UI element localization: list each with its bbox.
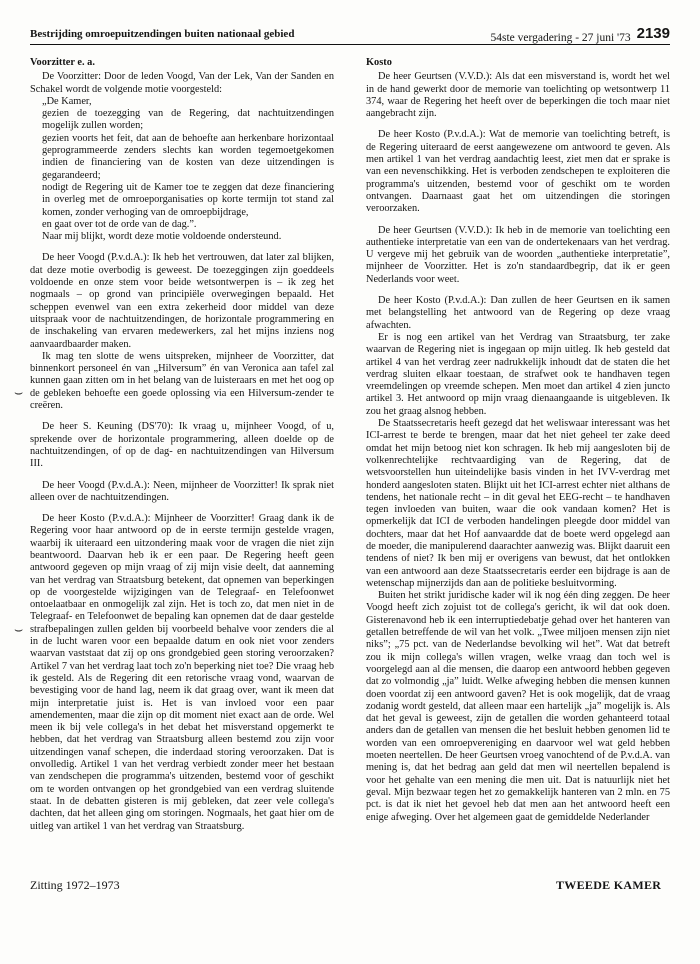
paragraph: De heer Kosto (P.v.d.A.): Dan zullen de heer Geurtsen en ik samen met belangstelling het antwoord van de Regering op deze vraag afwachten. xyxy=(366,295,670,331)
paragraph: De heer Geurtsen (V.V.D.): Ik heb in de memorie van toelichting een authentieke interpretatie van een van de ondertekenaars van het verdrag. U vergeve mij het gebruik van de woorden „authentieke interpretatie”, mijnheer de Voorzitter. Het is zo'n standaardbegrip, dat ik er geen Nederlands voor weet. xyxy=(366,224,670,285)
paragraph: De heer Voogd (P.v.d.A.): Ik heb het vertrouwen, dat later zal blijken, dat deze motie overbodig is geweest. De toezeggingen zijn goeddeels voldoende en onze stem voor beide wetsontwerpen is – ik zeg het nogmaals – op grond van principiële overwegingen bepaald. Het scheppen evenwel van een extra zekerheid door middel van deze uitspraak voor de nachtuitzendingen, de horizontale programmering en de inschakeling van ervaren medewerkers, zal het mijns inziens nog aanvaardbaarder maken. xyxy=(30,252,334,350)
footer-chamber: TWEEDE KAMER xyxy=(556,878,662,892)
paragraph: De Staatssecretaris heeft gezegd dat het weliswaar interessant was het ICI-arrest te berde te brengen, maar dat het niet geheel ter zake deed omdat het mijn betoog niet kon schragen. Ik heb mij aangesloten bij de volkenrechtelijke rechtvaardiging van de Regering, dat de wetsvoorstellen hun uiteindelijke basis vinden in het IVV-verdrag met honderd aangesloten staten. Blijkt uit het ICI-arrest echter niet althans de tendens, het nationale recht – in dit geval het EEG-recht – te handhaven tegen invloeden van buiten, waar die ook vandaan komen? Het is opmerkelijk dat ICI de verboden handelingen pleegde door middel van dochters, maar dat het Hof aanvaardde dat de boete werd opgelegd aan de moeder, die manipulerend daarachter aanwezig was. Blijkt daaruit een tendens of niet? Ik ben mij er overigens van bewust, dat het ontlokken van een antwoord aan deze Staatssecretaris eerder een bijdrage is aan de wetenschap mijnerzijds dan aan de politieke besluitvorming. xyxy=(366,418,670,589)
running-title: Bestrijding omroepuitzendingen buiten nationaal gebied xyxy=(30,28,295,40)
paragraph: De heer Voogd (P.v.d.A.): Neen, mijnheer de Voorzitter! Ik sprak niet alleen over de nachtuitzendingen. xyxy=(30,479,334,503)
motion-clause: gezien voorts het feit, dat aan de behoefte aan herkenbare horizontaal geprogrammeerde zenders slechts kan worden tegemoetgekomen indien de financiering van de kosten van deze uitzendingen is gegarandeerd; xyxy=(42,132,334,181)
left-column-heading: Voorzitter e. a. xyxy=(30,57,95,68)
paragraph: De heer Geurtsen (V.V.D.): Als dat een misverstand is, wordt het wel in de hand gewerkt door de memorie van toelichting op wetsontwerp 11 374, waar de Regering het heeft over de beperkingen die toch maar niet aangebracht zijn. xyxy=(366,71,670,120)
paragraph: Er is nog een artikel van het Verdrag van Straatsburg, ter zake waarvan de Regering niet is ingegaan op mijn uitleg. Ik heb gesteld dat artikel 4 van het verdrag zeer nadrukkelijk inhoudt dat de staten die het verdrag sluiten elkaar toestaan, de strafwet ook te handhaven tegen vreemdelingen op vreemde schepen. Men moet dan artikel 4 zien juncto artikel 3. Het antwoord op mijn vraag dienaangaande is uitgebleven. Ik zou het graag alsnog hebben. xyxy=(366,331,670,417)
motion-clause: en gaat over tot de orde van de dag.”. xyxy=(42,218,197,230)
right-column-heading: Kosto xyxy=(366,57,392,68)
page-number: 2139 xyxy=(636,25,670,42)
motion-opening: „De Kamer, xyxy=(42,95,92,107)
paragraph: Ik mag ten slotte de wens uitspreken, mijnheer de Voorzitter, dat binnenkort personeel én van „Hilversum” én van Veronica aan tafel zal kunnen gaan zitten om in het belang van de luisteraars en met het oog op de gebleken behoefte een goede oplossing via een Hilversum-zender te creëren. xyxy=(30,350,334,412)
footer-session: Zitting 1972–1973 xyxy=(30,878,120,892)
paragraph: De heer Kosto (P.v.d.A.): Wat de memorie van toelichting betreft, is de Regering uiteraard de eerst aangewezene om antwoord te geven. Als men artikel 1 van het verdrag aandachtig leest, ziet men dat er sprake is van een nevenschikking. Het is verboden zendschepen te exploiteren die programma's uitzenden, bestemd voor of geschikt om te worden ontvangen. Daarnaast gaat het om uitzendingen die storingen veroorzaken. xyxy=(366,129,670,215)
motion-clause: nodigt de Regering uit de Kamer toe te zeggen dat deze financiering in overleg met de omroeporganisaties op korte termijn tot stand zal komen, zonder verhoging van de omroepbijdrage, xyxy=(42,181,334,218)
session-info xyxy=(490,25,670,45)
paragraph: De heer S. Keuning (DS'70): Ik vraag u, mijnheer Voogd, of u, sprekende over de horizontale programmering, alleen doelde op de nachtuitzendingen, of op de dag- en nachtuitzendingen van Hilversum III. xyxy=(30,421,334,470)
margin-mark: ⌣ xyxy=(14,623,24,638)
right-column xyxy=(366,57,670,857)
header-rule xyxy=(30,44,670,45)
paragraph: Naar mij blijkt, wordt deze motie voldoende ondersteund. xyxy=(42,231,282,243)
motion-clause: gezien de toezegging van de Regering, dat nachtuitzendingen mogelijk zullen worden; xyxy=(42,108,334,132)
paragraph: De Voorzitter: Door de leden Voogd, Van der Lek, Van der Sanden en Schakel wordt de volgende motie voorgesteld: xyxy=(30,71,334,95)
left-column xyxy=(30,57,334,857)
paragraph: De heer Kosto (P.v.d.A.): Mijnheer de Voorzitter! Graag dank ik de Regering voor haar antwoord op de in eerste termijn gestelde vragen, waarbij ik uiteraard een uitzondering maak voor de vragen die niet zijn beantwoord. Daarvan heb ik er een paar. De Regering heeft geen antwoord gegeven op mijn vraag of zij mijn visie deelt, dat aanneming van het verdrag van Straatsburg betekent, dat opnemen van beperkingen op de voorgestelde wijzigingen van de Telegraaf- en Telefoonwet ontoelaatbaar en onmogelijk zal zijn. Het is toch zo, dat men niet in de Telegraaf- en Telefoonwet de bepaling kan opnemen dat de daar gestelde strafbepalingen zullen gelden bij voorbeeld behalve voor zenders die al in de lucht waren voor een bepaalde datum en ook niet voor zenders waarvan vaststaat dat zij op ons grondgebied geen storing veroorzaken? Artikel 7 van het verdrag laat toch zo'n beperking niet toe? Die vraag heb ik gesteld. Als de Regering dit een retorische vraag vond, waarvan de bevestiging voor de hand lag, neem ik dat graag over, want ik meen dat mijn interpretatie juist is. Het is van invloed voor een paar amendementen, maar die zijn op dit moment niet exact aan de orde. Wel meen ik bij vele collega's in het debat het misverstand opgemerkt te hebben, dat het verdrag van Straatsburg alleen bestemd zou zijn voor uitzendingen vanaf schepen, die inderdaad storing veroorzaken. Dat is onvolledig. Artikel 1 van het verdrag verbiedt zonder meer het bestaan van zendschepen die programma's uitzenden, bestemd voor of geschikt om te worden ontvangen op het grondgebied van een verdrag sluitende staat. In de debatten gisteren is mij gebleken, dat zeer vele collega's dachten, dat het alleen ging om storingen. Nogmaals, het gaat hier om de uitleg van artikel 1 van het verdrag van Straatsburg. xyxy=(30,513,334,832)
margin-mark: ⌣ xyxy=(14,386,24,401)
running-header xyxy=(30,22,670,44)
paragraph: Buiten het strikt juridische kader wil ik nog één ding zeggen. De heer Voogd heeft zich zojuist tot de collega's gericht, ik wil dat ook doen. Gisterenavond heb ik een interruptiedebatje gehad over het hanteren van getallen betreffende de wil van het volk. „Twee miljoen mensen zijn niet niks”; „75 pct. van de Nederlandse bevolking wil het”. Wat dat betreft zou ik mijn collega's willen vragen, welke vraag dan toch wel is voorgelegd aan al die mensen, die daarop een antwoord hebben gegeven dat zo volmondig „ja” luidt. Welke afweging hebben die mensen kunnen doen voordat zij een antwoord gaven? Het is ook mogelijk, dat de vraag zodanig wordt gesteld, dat alleen maar een hartelijk „ja” mogelijk is. Als dat het geval is geweest, zijn de getallen die worden gehanteerd totaal anders dan de getallen van mensen die het besluit hebben genomen lid te worden van een omroepvereniging en daarvoor wel wat geld hebben moeten neertellen. De heer Geurtsen vroeg vanochtend of de P.v.d.A. van mening is, dat het bedrag aan geld dat men wil neertellen bepalend is voor het gehalte van een mening die men uit. Dat is natuurlijk niet het geval. Mijn bezwaar tegen het zo gemakkelijk hanteren van 2 mln. en 75 pct. is dat ik niet het gevoel heb dat men aan het antwoord heeft een enige afweging. Over het algemeen gaat de gemiddelde Nederlander xyxy=(366,590,670,823)
session-date: 54ste vergadering - 27 juni '73 xyxy=(490,32,631,44)
